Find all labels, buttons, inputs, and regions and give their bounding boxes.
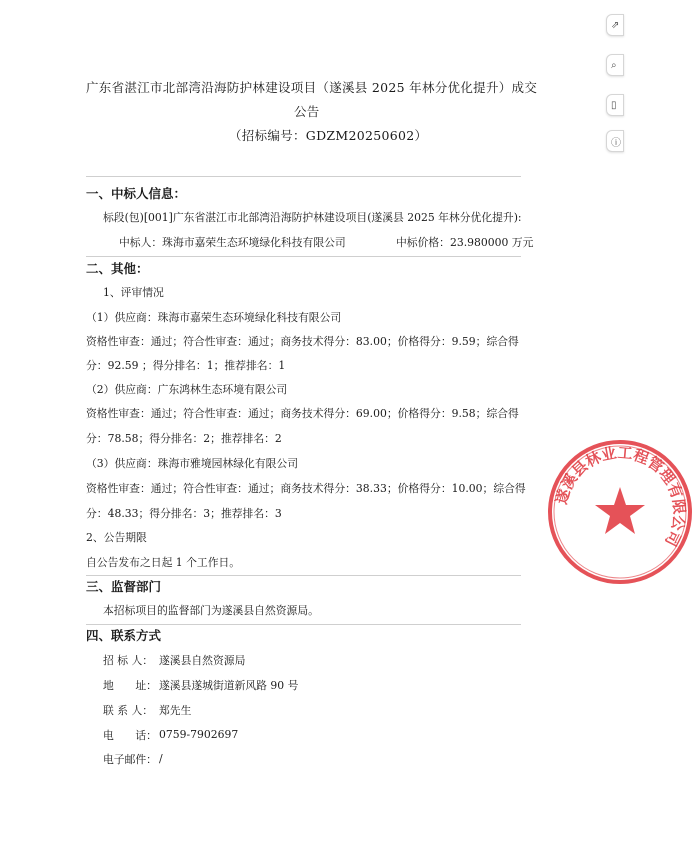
- section-divider: [86, 575, 521, 576]
- doc-title-line1: 广东省湛江市北部湾沿海防护林建设项目（遂溪县 2025 年林分优化提升）成交: [86, 80, 538, 95]
- side-toolbar: [606, 8, 621, 153]
- supplier-2-score: 分：78.58；得分排名：2；推荐排名：2: [86, 432, 282, 445]
- supplier-2-title: （2）供应商：广东鸿林生态环境有限公司: [86, 383, 288, 396]
- supervision-text: 本招标项目的监督部门为遂溪县自然资源局。: [103, 604, 319, 617]
- link-icon[interactable]: ⇗: [606, 14, 624, 36]
- supplier-1-detail: 资格性审查：通过；符合性审查：通过；商务技术得分：83.00；价格得分：9.59；综合得: [86, 335, 519, 348]
- svg-text:遂溪县林业工程管理有限公司: [552, 444, 688, 550]
- subheading-period: 2、公告期限: [86, 531, 147, 544]
- doc-title-line2: 公告: [294, 104, 320, 119]
- contact-phone-value: 0759-7902697: [159, 728, 239, 741]
- seal-text: 遂溪县林业工程管理有限公司: [552, 443, 689, 550]
- info-icon[interactable]: ⓘ: [606, 130, 624, 152]
- contact-person-label: 联 系 人：: [103, 704, 154, 717]
- section-heading-contact: 四、联系方式: [86, 628, 162, 643]
- contact-address-label: 地 址：: [103, 679, 157, 692]
- supplier-1-score: 分：92.59 ；得分排名：1；推荐排名：1: [86, 359, 286, 372]
- seal-star-icon: [595, 487, 645, 534]
- supplier-3-score: 分：48.33；得分排名：3；推荐排名：3: [86, 507, 282, 520]
- doc-bid-number: （招标编号：GDZM20250602）: [229, 128, 428, 143]
- section-heading-supervision: 三、监督部门: [86, 579, 162, 594]
- section-heading-other: 二、其他：: [86, 261, 149, 276]
- search-icon[interactable]: ⌕: [606, 54, 624, 76]
- contact-person-value: 郑先生: [159, 704, 192, 717]
- contact-address-value: 遂溪县遂城街道新风路 90 号: [159, 679, 299, 692]
- section-heading-winner: 一、中标人信息：: [86, 186, 187, 201]
- section-divider: [86, 256, 521, 257]
- winning-price: 中标价格：23.980000 万元: [396, 236, 534, 249]
- section-divider: [86, 624, 521, 625]
- winner-name: 中标人：珠海市嘉荣生态环境绿化科技有限公司: [119, 236, 346, 249]
- contact-email-value: /: [159, 752, 163, 765]
- company-seal-stamp: [545, 437, 695, 587]
- supplier-3-title: （3）供应商：珠海市雅境园林绿化有限公司: [86, 457, 299, 470]
- supplier-1-title: （1）供应商：珠海市嘉荣生态环境绿化科技有限公司: [86, 311, 342, 324]
- announcement-period: 自公告发布之日起 1 个工作日。: [86, 556, 241, 569]
- contact-tenderer-label: 招 标 人：: [103, 654, 154, 667]
- bookmark-icon[interactable]: ▯: [606, 94, 624, 116]
- subheading-evaluation: 1、评审情况: [103, 286, 164, 299]
- contact-phone-label: 电 话：: [103, 729, 157, 742]
- lot-description: 标段(包)[001]广东省湛江市北部湾沿海防护林建设项目(遂溪县 2025 年林分优化提升):: [103, 211, 522, 224]
- section-divider: [86, 176, 521, 177]
- supplier-2-detail: 资格性审查：通过；符合性审查：通过；商务技术得分：69.00；价格得分：9.58；综合得: [86, 407, 519, 420]
- contact-email-label: 电子邮件：: [103, 753, 157, 766]
- contact-tenderer-value: 遂溪县自然资源局: [159, 654, 246, 667]
- supplier-3-detail: 资格性审查：通过；符合性审查：通过；商务技术得分：38.33；价格得分：10.00；综合得: [86, 482, 526, 495]
